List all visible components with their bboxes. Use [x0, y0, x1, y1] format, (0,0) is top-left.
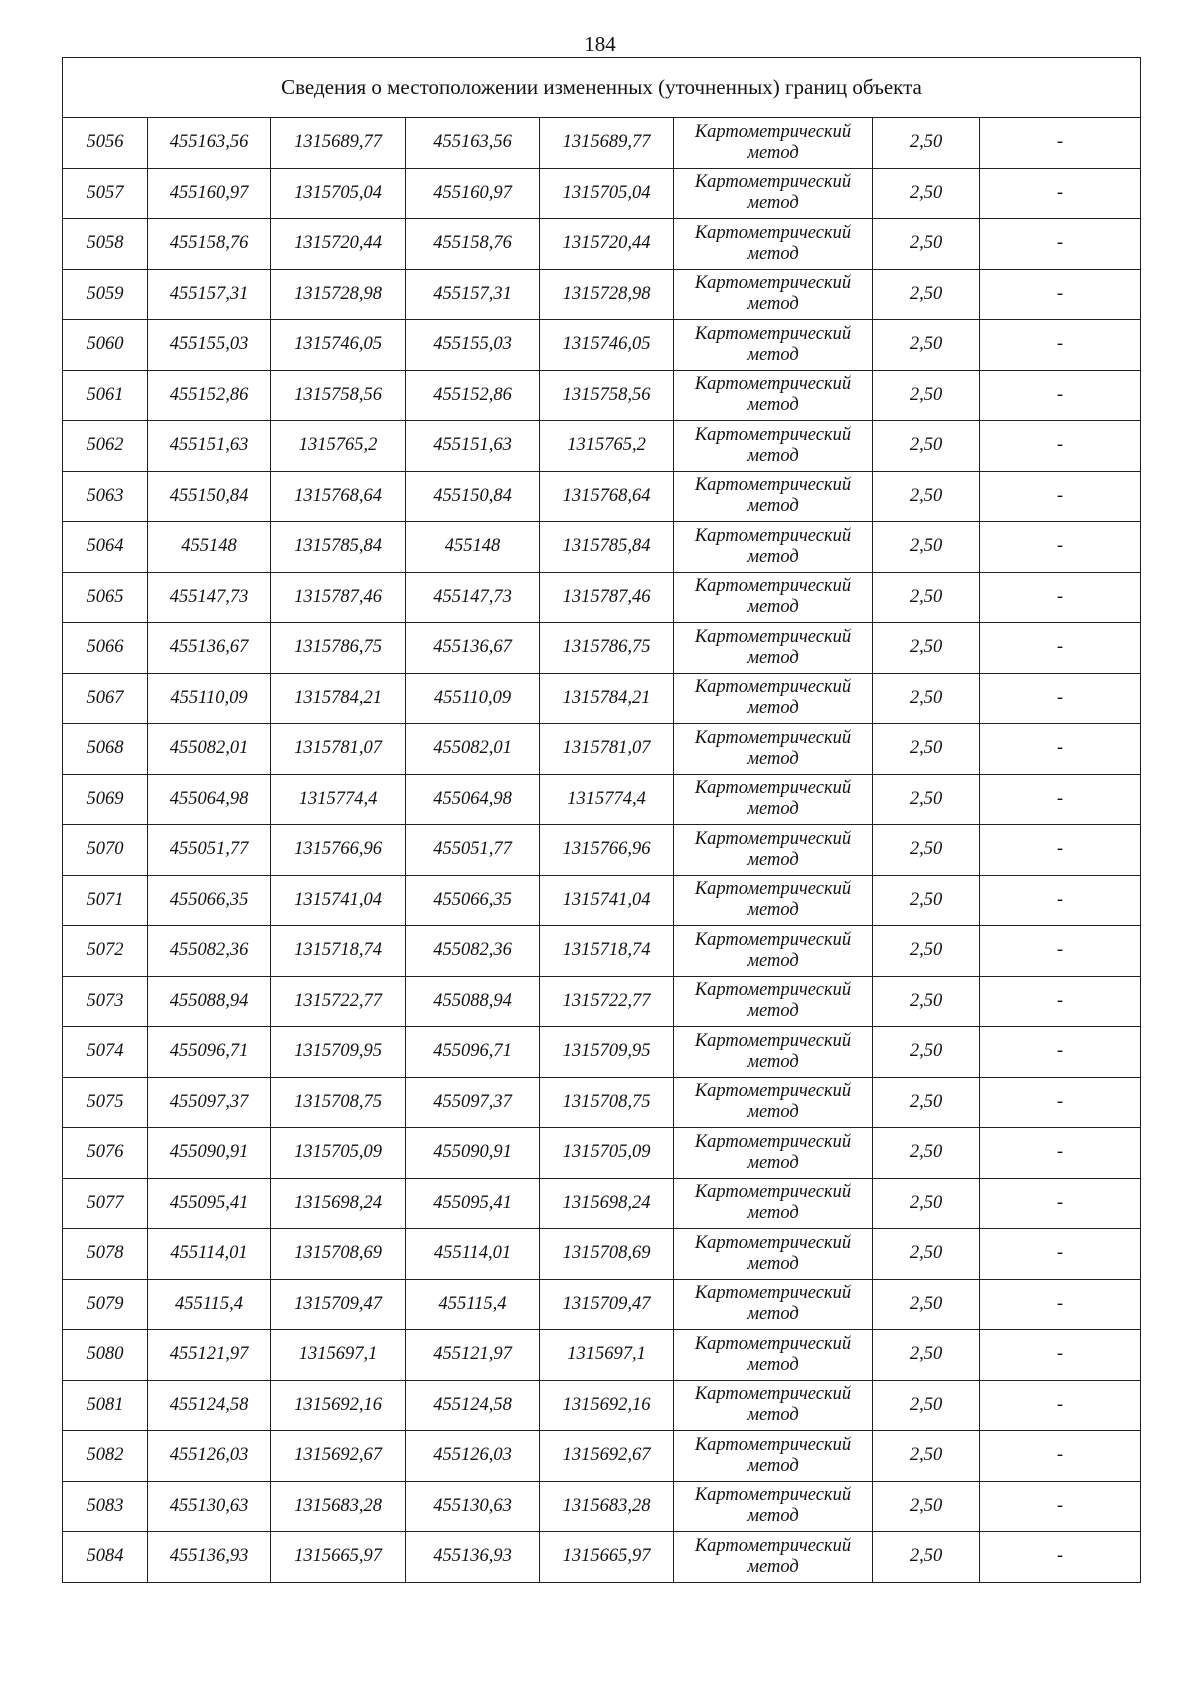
cell-x-refined: 455066,35: [406, 875, 540, 926]
cell-x-refined: 455082,01: [406, 724, 540, 775]
cell-point-number: 5064: [63, 522, 148, 573]
cell-x-existing: 455110,09: [148, 673, 271, 724]
cell-x-existing: 455126,03: [148, 1431, 271, 1482]
cell-accuracy: 2,50: [873, 1027, 980, 1078]
table-row: [63, 1077, 1141, 1128]
cell-method: Картометрический метод: [674, 471, 873, 522]
table-title: Сведения о местоположении измененных (уточненных) границ объекта: [63, 58, 1141, 118]
cell-y-existing: 1315786,75: [271, 623, 406, 674]
cell-note: -: [980, 1532, 1141, 1583]
cell-x-refined: 455110,09: [406, 673, 540, 724]
cell-note: -: [980, 522, 1141, 573]
cell-x-existing: 455115,4: [148, 1279, 271, 1330]
cell-x-refined: 455051,77: [406, 825, 540, 876]
cell-note: -: [980, 219, 1141, 270]
cell-x-refined: 455151,63: [406, 421, 540, 472]
cell-x-refined: 455088,94: [406, 976, 540, 1027]
table-row: [63, 1380, 1141, 1431]
cell-y-existing: 1315722,77: [271, 976, 406, 1027]
table-row: [63, 269, 1141, 320]
cell-x-existing: 455124,58: [148, 1380, 271, 1431]
cell-x-refined: 455163,56: [406, 118, 540, 169]
cell-y-existing: 1315765,2: [271, 421, 406, 472]
cell-x-refined: 455160,97: [406, 168, 540, 219]
cell-y-existing: 1315665,97: [271, 1532, 406, 1583]
cell-accuracy: 2,50: [873, 421, 980, 472]
cell-point-number: 5058: [63, 219, 148, 270]
cell-x-existing: 455136,93: [148, 1532, 271, 1583]
cell-y-existing: 1315692,67: [271, 1431, 406, 1482]
cell-x-refined: 455090,91: [406, 1128, 540, 1179]
table-row: [63, 1178, 1141, 1229]
cell-point-number: 5083: [63, 1481, 148, 1532]
cell-point-number: 5081: [63, 1380, 148, 1431]
cell-y-refined: 1315722,77: [540, 976, 674, 1027]
cell-y-refined: 1315746,05: [540, 320, 674, 371]
cell-x-refined: 455115,4: [406, 1279, 540, 1330]
cell-y-existing: 1315766,96: [271, 825, 406, 876]
cell-y-existing: 1315741,04: [271, 875, 406, 926]
cell-y-refined: 1315709,47: [540, 1279, 674, 1330]
cell-note: -: [980, 774, 1141, 825]
cell-y-refined: 1315709,95: [540, 1027, 674, 1078]
cell-x-existing: 455096,71: [148, 1027, 271, 1078]
cell-x-refined: 455148: [406, 522, 540, 573]
cell-method: Картометрический метод: [674, 724, 873, 775]
cell-accuracy: 2,50: [873, 269, 980, 320]
cell-y-refined: 1315728,98: [540, 269, 674, 320]
cell-x-refined: 455126,03: [406, 1431, 540, 1482]
cell-x-existing: 455151,63: [148, 421, 271, 472]
cell-note: -: [980, 1077, 1141, 1128]
cell-method: Картометрический метод: [674, 1128, 873, 1179]
cell-note: -: [980, 168, 1141, 219]
table-row: [63, 118, 1141, 169]
table-row: [63, 471, 1141, 522]
table-row: [63, 875, 1141, 926]
cell-y-refined: 1315774,4: [540, 774, 674, 825]
table-row: [63, 774, 1141, 825]
cell-y-existing: 1315758,56: [271, 370, 406, 421]
cell-note: -: [980, 118, 1141, 169]
cell-note: -: [980, 269, 1141, 320]
cell-y-refined: 1315692,16: [540, 1380, 674, 1431]
cell-y-existing: 1315698,24: [271, 1178, 406, 1229]
cell-y-refined: 1315692,67: [540, 1431, 674, 1482]
cell-y-existing: 1315708,75: [271, 1077, 406, 1128]
table-row: [63, 1128, 1141, 1179]
cell-point-number: 5075: [63, 1077, 148, 1128]
cell-y-existing: 1315785,84: [271, 522, 406, 573]
cell-y-existing: 1315718,74: [271, 926, 406, 977]
cell-accuracy: 2,50: [873, 320, 980, 371]
cell-y-refined: 1315768,64: [540, 471, 674, 522]
cell-y-refined: 1315683,28: [540, 1481, 674, 1532]
cell-accuracy: 2,50: [873, 1279, 980, 1330]
cell-method: Картометрический метод: [674, 976, 873, 1027]
cell-y-existing: 1315784,21: [271, 673, 406, 724]
cell-x-refined: 455095,41: [406, 1178, 540, 1229]
cell-y-refined: 1315718,74: [540, 926, 674, 977]
cell-x-refined: 455124,58: [406, 1380, 540, 1431]
cell-method: Картометрический метод: [674, 421, 873, 472]
cell-point-number: 5070: [63, 825, 148, 876]
cell-y-refined: 1315708,69: [540, 1229, 674, 1280]
cell-y-refined: 1315697,1: [540, 1330, 674, 1381]
cell-note: -: [980, 1279, 1141, 1330]
table-row: [63, 724, 1141, 775]
cell-point-number: 5084: [63, 1532, 148, 1583]
cell-method: Картометрический метод: [674, 572, 873, 623]
cell-note: -: [980, 1481, 1141, 1532]
cell-point-number: 5080: [63, 1330, 148, 1381]
table-title-row: [63, 58, 1141, 118]
cell-y-existing: 1315781,07: [271, 724, 406, 775]
cell-y-refined: 1315765,2: [540, 421, 674, 472]
cell-x-existing: 455051,77: [148, 825, 271, 876]
cell-note: -: [980, 926, 1141, 977]
cell-x-existing: 455150,84: [148, 471, 271, 522]
cell-y-refined: 1315720,44: [540, 219, 674, 270]
cell-x-refined: 455155,03: [406, 320, 540, 371]
cell-x-existing: 455147,73: [148, 572, 271, 623]
table-row: [63, 976, 1141, 1027]
cell-y-existing: 1315689,77: [271, 118, 406, 169]
cell-x-refined: 455152,86: [406, 370, 540, 421]
cell-x-existing: 455121,97: [148, 1330, 271, 1381]
cell-method: Картометрический метод: [674, 1027, 873, 1078]
cell-x-existing: 455163,56: [148, 118, 271, 169]
cell-accuracy: 2,50: [873, 1178, 980, 1229]
cell-point-number: 5065: [63, 572, 148, 623]
table-row: [63, 522, 1141, 573]
cell-note: -: [980, 471, 1141, 522]
cell-point-number: 5067: [63, 673, 148, 724]
cell-y-existing: 1315683,28: [271, 1481, 406, 1532]
cell-y-existing: 1315709,47: [271, 1279, 406, 1330]
table-row: [63, 926, 1141, 977]
table-row: [63, 1330, 1141, 1381]
page-number: 184: [584, 32, 616, 56]
cell-point-number: 5057: [63, 168, 148, 219]
cell-accuracy: 2,50: [873, 1077, 980, 1128]
cell-accuracy: 2,50: [873, 1532, 980, 1583]
cell-x-refined: 455150,84: [406, 471, 540, 522]
cell-point-number: 5076: [63, 1128, 148, 1179]
cell-x-existing: 455095,41: [148, 1178, 271, 1229]
cell-note: -: [980, 724, 1141, 775]
cell-method: Картометрический метод: [674, 269, 873, 320]
cell-point-number: 5069: [63, 774, 148, 825]
cell-point-number: 5077: [63, 1178, 148, 1229]
cell-x-existing: 455066,35: [148, 875, 271, 926]
cell-method: Картометрический метод: [674, 875, 873, 926]
cell-note: -: [980, 1330, 1141, 1381]
cell-point-number: 5082: [63, 1431, 148, 1482]
cell-x-existing: 455158,76: [148, 219, 271, 270]
cell-y-refined: 1315785,84: [540, 522, 674, 573]
cell-y-refined: 1315787,46: [540, 572, 674, 623]
cell-note: -: [980, 320, 1141, 371]
cell-note: -: [980, 1027, 1141, 1078]
cell-note: -: [980, 1229, 1141, 1280]
cell-accuracy: 2,50: [873, 774, 980, 825]
cell-x-existing: 455160,97: [148, 168, 271, 219]
cell-method: Картометрический метод: [674, 1481, 873, 1532]
cell-y-refined: 1315741,04: [540, 875, 674, 926]
cell-accuracy: 2,50: [873, 623, 980, 674]
cell-y-existing: 1315768,64: [271, 471, 406, 522]
cell-point-number: 5074: [63, 1027, 148, 1078]
cell-note: -: [980, 370, 1141, 421]
cell-x-existing: 455157,31: [148, 269, 271, 320]
cell-x-refined: 455157,31: [406, 269, 540, 320]
cell-accuracy: 2,50: [873, 118, 980, 169]
cell-x-refined: 455114,01: [406, 1229, 540, 1280]
cell-method: Картометрический метод: [674, 320, 873, 371]
cell-accuracy: 2,50: [873, 471, 980, 522]
cell-x-existing: 455114,01: [148, 1229, 271, 1280]
cell-y-refined: 1315665,97: [540, 1532, 674, 1583]
cell-accuracy: 2,50: [873, 976, 980, 1027]
cell-method: Картометрический метод: [674, 219, 873, 270]
cell-y-refined: 1315705,09: [540, 1128, 674, 1179]
cell-accuracy: 2,50: [873, 1229, 980, 1280]
cell-method: Картометрический метод: [674, 623, 873, 674]
cell-y-refined: 1315781,07: [540, 724, 674, 775]
cell-y-refined: 1315689,77: [540, 118, 674, 169]
cell-note: -: [980, 1128, 1141, 1179]
cell-method: Картометрический метод: [674, 1229, 873, 1280]
cell-point-number: 5079: [63, 1279, 148, 1330]
cell-x-existing: 455097,37: [148, 1077, 271, 1128]
cell-point-number: 5059: [63, 269, 148, 320]
cell-point-number: 5073: [63, 976, 148, 1027]
table-row: [63, 421, 1141, 472]
table-row: [63, 219, 1141, 270]
cell-point-number: 5061: [63, 370, 148, 421]
cell-x-refined: 455147,73: [406, 572, 540, 623]
cell-y-refined: 1315786,75: [540, 623, 674, 674]
table-row: [63, 572, 1141, 623]
cell-x-refined: 455097,37: [406, 1077, 540, 1128]
cell-accuracy: 2,50: [873, 724, 980, 775]
table-row: [63, 1481, 1141, 1532]
cell-note: -: [980, 673, 1141, 724]
cell-x-existing: 455136,67: [148, 623, 271, 674]
cell-accuracy: 2,50: [873, 522, 980, 573]
cell-y-refined: 1315708,75: [540, 1077, 674, 1128]
cell-y-refined: 1315766,96: [540, 825, 674, 876]
cell-method: Картометрический метод: [674, 1380, 873, 1431]
cell-accuracy: 2,50: [873, 370, 980, 421]
cell-method: Картометрический метод: [674, 825, 873, 876]
table-row: [63, 370, 1141, 421]
cell-y-existing: 1315708,69: [271, 1229, 406, 1280]
cell-accuracy: 2,50: [873, 1128, 980, 1179]
table-row: [63, 825, 1141, 876]
cell-accuracy: 2,50: [873, 1330, 980, 1381]
cell-x-refined: 455082,36: [406, 926, 540, 977]
cell-x-existing: 455082,36: [148, 926, 271, 977]
cell-note: -: [980, 825, 1141, 876]
cell-method: Картометрический метод: [674, 1178, 873, 1229]
cell-note: -: [980, 572, 1141, 623]
table-row: [63, 320, 1141, 371]
cell-note: -: [980, 976, 1141, 1027]
cell-x-refined: 455064,98: [406, 774, 540, 825]
cell-y-existing: 1315746,05: [271, 320, 406, 371]
cell-point-number: 5066: [63, 623, 148, 674]
cell-method: Картометрический метод: [674, 118, 873, 169]
table-body: [63, 58, 1141, 1583]
boundary-coordinates-table: [62, 57, 1141, 1583]
cell-note: -: [980, 421, 1141, 472]
cell-x-existing: 455088,94: [148, 976, 271, 1027]
table-row: [63, 623, 1141, 674]
table-row: [63, 1027, 1141, 1078]
cell-note: -: [980, 1380, 1141, 1431]
cell-y-refined: 1315698,24: [540, 1178, 674, 1229]
cell-method: Картометрический метод: [674, 774, 873, 825]
cell-x-existing: 455148: [148, 522, 271, 573]
cell-x-refined: 455136,67: [406, 623, 540, 674]
cell-y-existing: 1315692,16: [271, 1380, 406, 1431]
cell-method: Картометрический метод: [674, 1279, 873, 1330]
cell-method: Картометрический метод: [674, 1532, 873, 1583]
cell-note: -: [980, 875, 1141, 926]
cell-x-refined: 455121,97: [406, 1330, 540, 1381]
cell-note: -: [980, 623, 1141, 674]
cell-note: -: [980, 1178, 1141, 1229]
cell-point-number: 5063: [63, 471, 148, 522]
cell-x-refined: 455158,76: [406, 219, 540, 270]
cell-accuracy: 2,50: [873, 673, 980, 724]
cell-y-refined: 1315784,21: [540, 673, 674, 724]
table-row: [63, 1532, 1141, 1583]
cell-method: Картометрический метод: [674, 370, 873, 421]
cell-point-number: 5072: [63, 926, 148, 977]
cell-point-number: 5062: [63, 421, 148, 472]
cell-x-existing: 455082,01: [148, 724, 271, 775]
cell-accuracy: 2,50: [873, 572, 980, 623]
cell-x-existing: 455152,86: [148, 370, 271, 421]
cell-y-existing: 1315705,04: [271, 168, 406, 219]
cell-y-refined: 1315705,04: [540, 168, 674, 219]
cell-x-existing: 455090,91: [148, 1128, 271, 1179]
cell-accuracy: 2,50: [873, 926, 980, 977]
cell-y-existing: 1315720,44: [271, 219, 406, 270]
cell-accuracy: 2,50: [873, 1481, 980, 1532]
cell-y-existing: 1315697,1: [271, 1330, 406, 1381]
cell-x-existing: 455155,03: [148, 320, 271, 371]
cell-y-existing: 1315705,09: [271, 1128, 406, 1179]
cell-x-refined: 455096,71: [406, 1027, 540, 1078]
cell-method: Картометрический метод: [674, 673, 873, 724]
table-row: [63, 1279, 1141, 1330]
cell-point-number: 5078: [63, 1229, 148, 1280]
cell-accuracy: 2,50: [873, 168, 980, 219]
table-row: [63, 1431, 1141, 1482]
cell-accuracy: 2,50: [873, 825, 980, 876]
cell-y-existing: 1315728,98: [271, 269, 406, 320]
cell-method: Картометрический метод: [674, 1431, 873, 1482]
cell-point-number: 5068: [63, 724, 148, 775]
cell-x-refined: 455130,63: [406, 1481, 540, 1532]
cell-note: -: [980, 1431, 1141, 1482]
cell-point-number: 5071: [63, 875, 148, 926]
cell-method: Картометрический метод: [674, 1330, 873, 1381]
cell-x-existing: 455064,98: [148, 774, 271, 825]
cell-accuracy: 2,50: [873, 875, 980, 926]
cell-x-refined: 455136,93: [406, 1532, 540, 1583]
table-row: [63, 168, 1141, 219]
cell-y-existing: 1315787,46: [271, 572, 406, 623]
table-row: [63, 1229, 1141, 1280]
table-row: [63, 673, 1141, 724]
cell-y-existing: 1315709,95: [271, 1027, 406, 1078]
cell-accuracy: 2,50: [873, 219, 980, 270]
cell-y-refined: 1315758,56: [540, 370, 674, 421]
cell-method: Картометрический метод: [674, 926, 873, 977]
cell-method: Картометрический метод: [674, 1077, 873, 1128]
cell-accuracy: 2,50: [873, 1431, 980, 1482]
cell-point-number: 5060: [63, 320, 148, 371]
cell-x-existing: 455130,63: [148, 1481, 271, 1532]
cell-accuracy: 2,50: [873, 1380, 980, 1431]
cell-method: Картометрический метод: [674, 522, 873, 573]
cell-method: Картометрический метод: [674, 168, 873, 219]
cell-y-existing: 1315774,4: [271, 774, 406, 825]
cell-point-number: 5056: [63, 118, 148, 169]
